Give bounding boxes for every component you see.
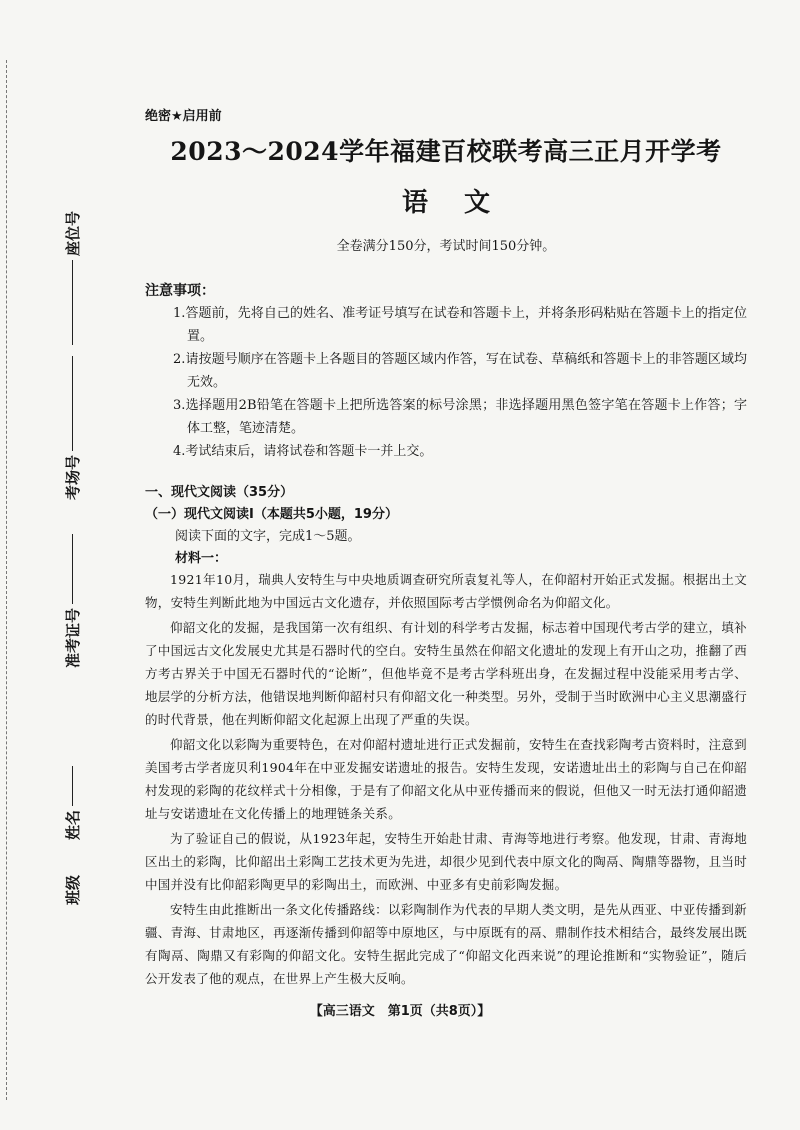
exam-room-field <box>62 356 83 500</box>
section-heading: 一、现代文阅读（35分） <box>145 485 294 500</box>
note-item: 3.选择题用2B铅笔在答题卡上把所选答案的标号涂黑；非选择题用黑色签字笔在答题卡上作答；字体工整，笔迹清楚。 <box>173 398 747 436</box>
exam-title: 2023～2024学年福建百校联考高三正月开学考 <box>170 137 722 166</box>
exam-info: 全卷满分150分，考试时间150分钟。 <box>336 239 556 254</box>
material-paragraph: 仰韶文化的发掘，是我国第一次有组织、有计划的科学考古发掘，标志着中国现代考古学的建立，填补了中国远古文化发展史尤其是石器时代的空白。安特生虽然在仰韶文化遗址的发现上有开山之功，推翻了西方考古界关于中国无石器时代的“论断”，但他毕竟不是考古学科班出身，在发掘过程中没能采用考古学、地层学的分析方法，他错误地判断仰韶村只有仰韶文化一种类型。另外，受制于当时欧洲中心主义思潮盛行的时代背景，他在判断仰韶文化起源上出现了严重的失误。 <box>145 620 747 727</box>
material-paragraph: 仰韶文化以彩陶为重要特色，在对仰韶村遗址进行正式发掘前，安特生在查找彩陶考古资料时，注意到美国考古学者庞贝利1904年在中亚发掘安诺遗址的报告。安特生发现，安诺遗址出土的彩陶与自己在仰韶村发现的彩陶的花纹样式十分相像，于是有了仰韶文化从中亚传播而来的假说，但他又一时无法打通仰韶遗址与安诺遗址在文化传播上的地理链条关系。 <box>145 737 747 821</box>
notes-heading: 注意事项： <box>145 283 215 299</box>
class-label: 班级 <box>64 874 82 905</box>
class-field <box>62 875 83 905</box>
name-field <box>62 766 83 840</box>
page-footer: 【高三语文 第1页（共8页）】 <box>309 1004 491 1019</box>
seat-number-line <box>72 260 73 345</box>
admission-number-label: 准考证号 <box>64 607 82 668</box>
material-paragraph: 为了验证自己的假说，从1923年起，安特生开始赴甘肃、青海等地进行考察。他发现，甘肃、青海地区出土的彩陶，比仰韶出土彩陶工艺技术更为先进，却很少见到代表中原文化的陶鬲、陶鼎等器物，且当时中国并没有比仰韶彩陶更早的彩陶出土，而欧洲、中亚多有史前彩陶发掘。 <box>145 831 747 892</box>
confidential-mark: 绝密★启用前 <box>145 109 222 124</box>
note-item: 4.考试结束后，请将试卷和答题卡一并上交。 <box>173 444 433 459</box>
name-line <box>72 766 73 806</box>
material-paragraph: 安特生由此推断出一条文化传播路线：以彩陶制作为代表的早期人类文明，是先从西亚、中亚传播到新疆、青海、甘肃地区，再逐渐传播到仰韶等中原地区，与中原既有的鬲、鼎制作技术相结合，最终发展出既有陶鬲、陶鼎又有彩陶的仰韶文化。安特生据此完成了“仰韶文化西来说”的理论推断和“实物验证”，随后公开发表了他的观点，在世界上产生极大反响。 <box>145 902 747 986</box>
exam-room-underline <box>72 356 73 451</box>
note-item: 2.请按题号顺序在答题卡上各题目的答题区域内作答，写在试卷、草稿纸和答题卡上的非答题区域均无效。 <box>173 352 747 390</box>
material-label: 材料一： <box>175 551 228 566</box>
admission-number-field <box>62 534 83 668</box>
material-paragraph: 1921年10月，瑞典人安特生与中央地质调查研究所袁复礼等人，在仰韶村开始正式发掘。根据出土文物，安特生判断此地为中国远古文化遗存，并依照国际考古学惯例命名为仰韶文化。 <box>145 572 747 610</box>
page-content <box>145 105 747 990</box>
seat-number-field <box>62 211 83 345</box>
subsection-heading: （一）现代文阅读Ⅰ（本题共5小题，19分） <box>145 507 398 522</box>
binding-margin <box>0 0 110 1130</box>
exam-room-label: 考场号 <box>64 454 82 500</box>
binding-cut-line <box>6 60 7 1100</box>
reading-instruction: 阅读下面的文字，完成1～5题。 <box>175 529 361 544</box>
note-item: 1.答题前，先将自己的姓名、准考证号填写在试卷和答题卡上，并将条形码粘贴在答题卡上的指定位置。 <box>173 306 747 344</box>
subject-title: 语文 <box>401 188 526 218</box>
admission-number-line <box>72 534 73 604</box>
name-label: 姓名 <box>64 809 82 840</box>
seat-number-label: 座位号 <box>64 210 82 256</box>
